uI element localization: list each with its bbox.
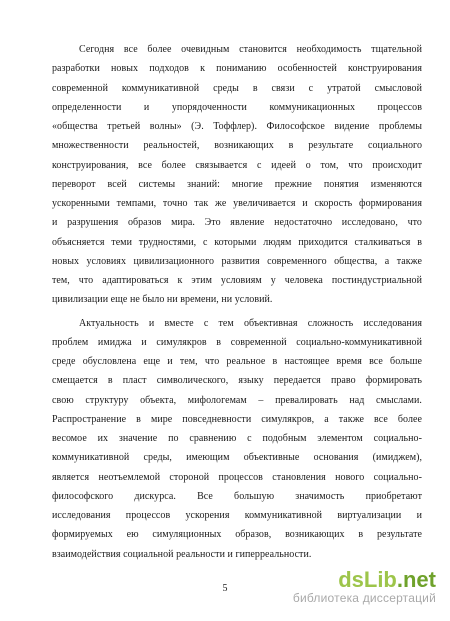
watermark-logo <box>293 569 436 591</box>
text-line: множественности реальностей, возникающих в результате социального <box>52 140 422 152</box>
text-line: среде обусловлена еще и тем, что реальное в настоящее время все больше <box>52 356 422 367</box>
text-line: новых условиях цивилизационного развития современного общества, а также <box>52 255 422 267</box>
text-line: Актуальность и вместе с тем объективная сложность исследования <box>79 317 422 329</box>
watermark-logo-suffix: .net <box>396 567 436 592</box>
text-line: Распространение в мире повседневности симулякров, а также все более <box>52 413 422 425</box>
text-line: конструирования, все более связывается с идеей о том, что происходит <box>52 159 422 171</box>
text-line: и разрушения образов мира. Это явление недостаточно исследовано, что <box>52 217 422 229</box>
text-line: проблем имиджа и симулякров в современной социально-коммуникативной <box>52 336 422 348</box>
text-line: определенности и упорядоченности коммуникационных процессов <box>52 101 422 113</box>
text-line: объясняется теми трудностями, с которыми людям приходится сталкиваться в <box>52 236 422 248</box>
text-line: формируемых ею симуляционных образов, возникающих в результате <box>52 529 422 541</box>
text-line: является неотъемлемой стороной процессов становления нового социально- <box>52 471 422 483</box>
paragraph <box>52 40 422 310</box>
body-text <box>52 40 422 564</box>
text-line: тем, что адаптироваться к этим условиям у человека постиндустриальной <box>52 275 422 286</box>
watermark-caption: библиотека диссертаций <box>292 591 436 605</box>
text-line: ускоренными темпами, точно так же увеличивается и скорость формирования <box>52 198 422 209</box>
text-line: современной коммуникативной среды в связи с утратой смысловой <box>52 82 422 94</box>
text-line: коммуникативной среды, имеющим объективные основания (имиджем), <box>52 452 422 464</box>
watermark-logo-main: dsLib <box>338 567 397 592</box>
text-line: весомое их значение по сравнению с подобным элементом социально- <box>52 433 422 444</box>
text-line: переворот всей системы знаний: многие прежние понятия изменяются <box>52 178 422 190</box>
paragraph <box>52 314 422 564</box>
text-line: цивилизации еще не было ни времени, ни условий. <box>52 294 273 306</box>
text-line: философского дискурса. Все большую значимость приобретают <box>52 490 422 502</box>
text-line: взаимодействия социальной реальности и гиперреальности. <box>52 548 312 560</box>
text-line: смещается в пласт символического, языку передается право формировать <box>52 375 422 387</box>
text-line: исследования процессов ускорения коммуникативной виртуализации и <box>52 510 422 521</box>
text-line: «общества третьей волны» (Э. Тоффлер). Философское видение проблемы <box>52 121 422 132</box>
text-line: разработки новых подходов к пониманию особенностей конструирования <box>52 63 422 75</box>
page-number: 5 <box>222 583 228 594</box>
text-line: Сегодня все более очевидным становится необходимость тщательной <box>79 44 422 55</box>
text-line: свою структуру объекта, мифологемам – превалировать над смыслами. <box>52 394 422 406</box>
dslib-watermark <box>293 569 436 605</box>
